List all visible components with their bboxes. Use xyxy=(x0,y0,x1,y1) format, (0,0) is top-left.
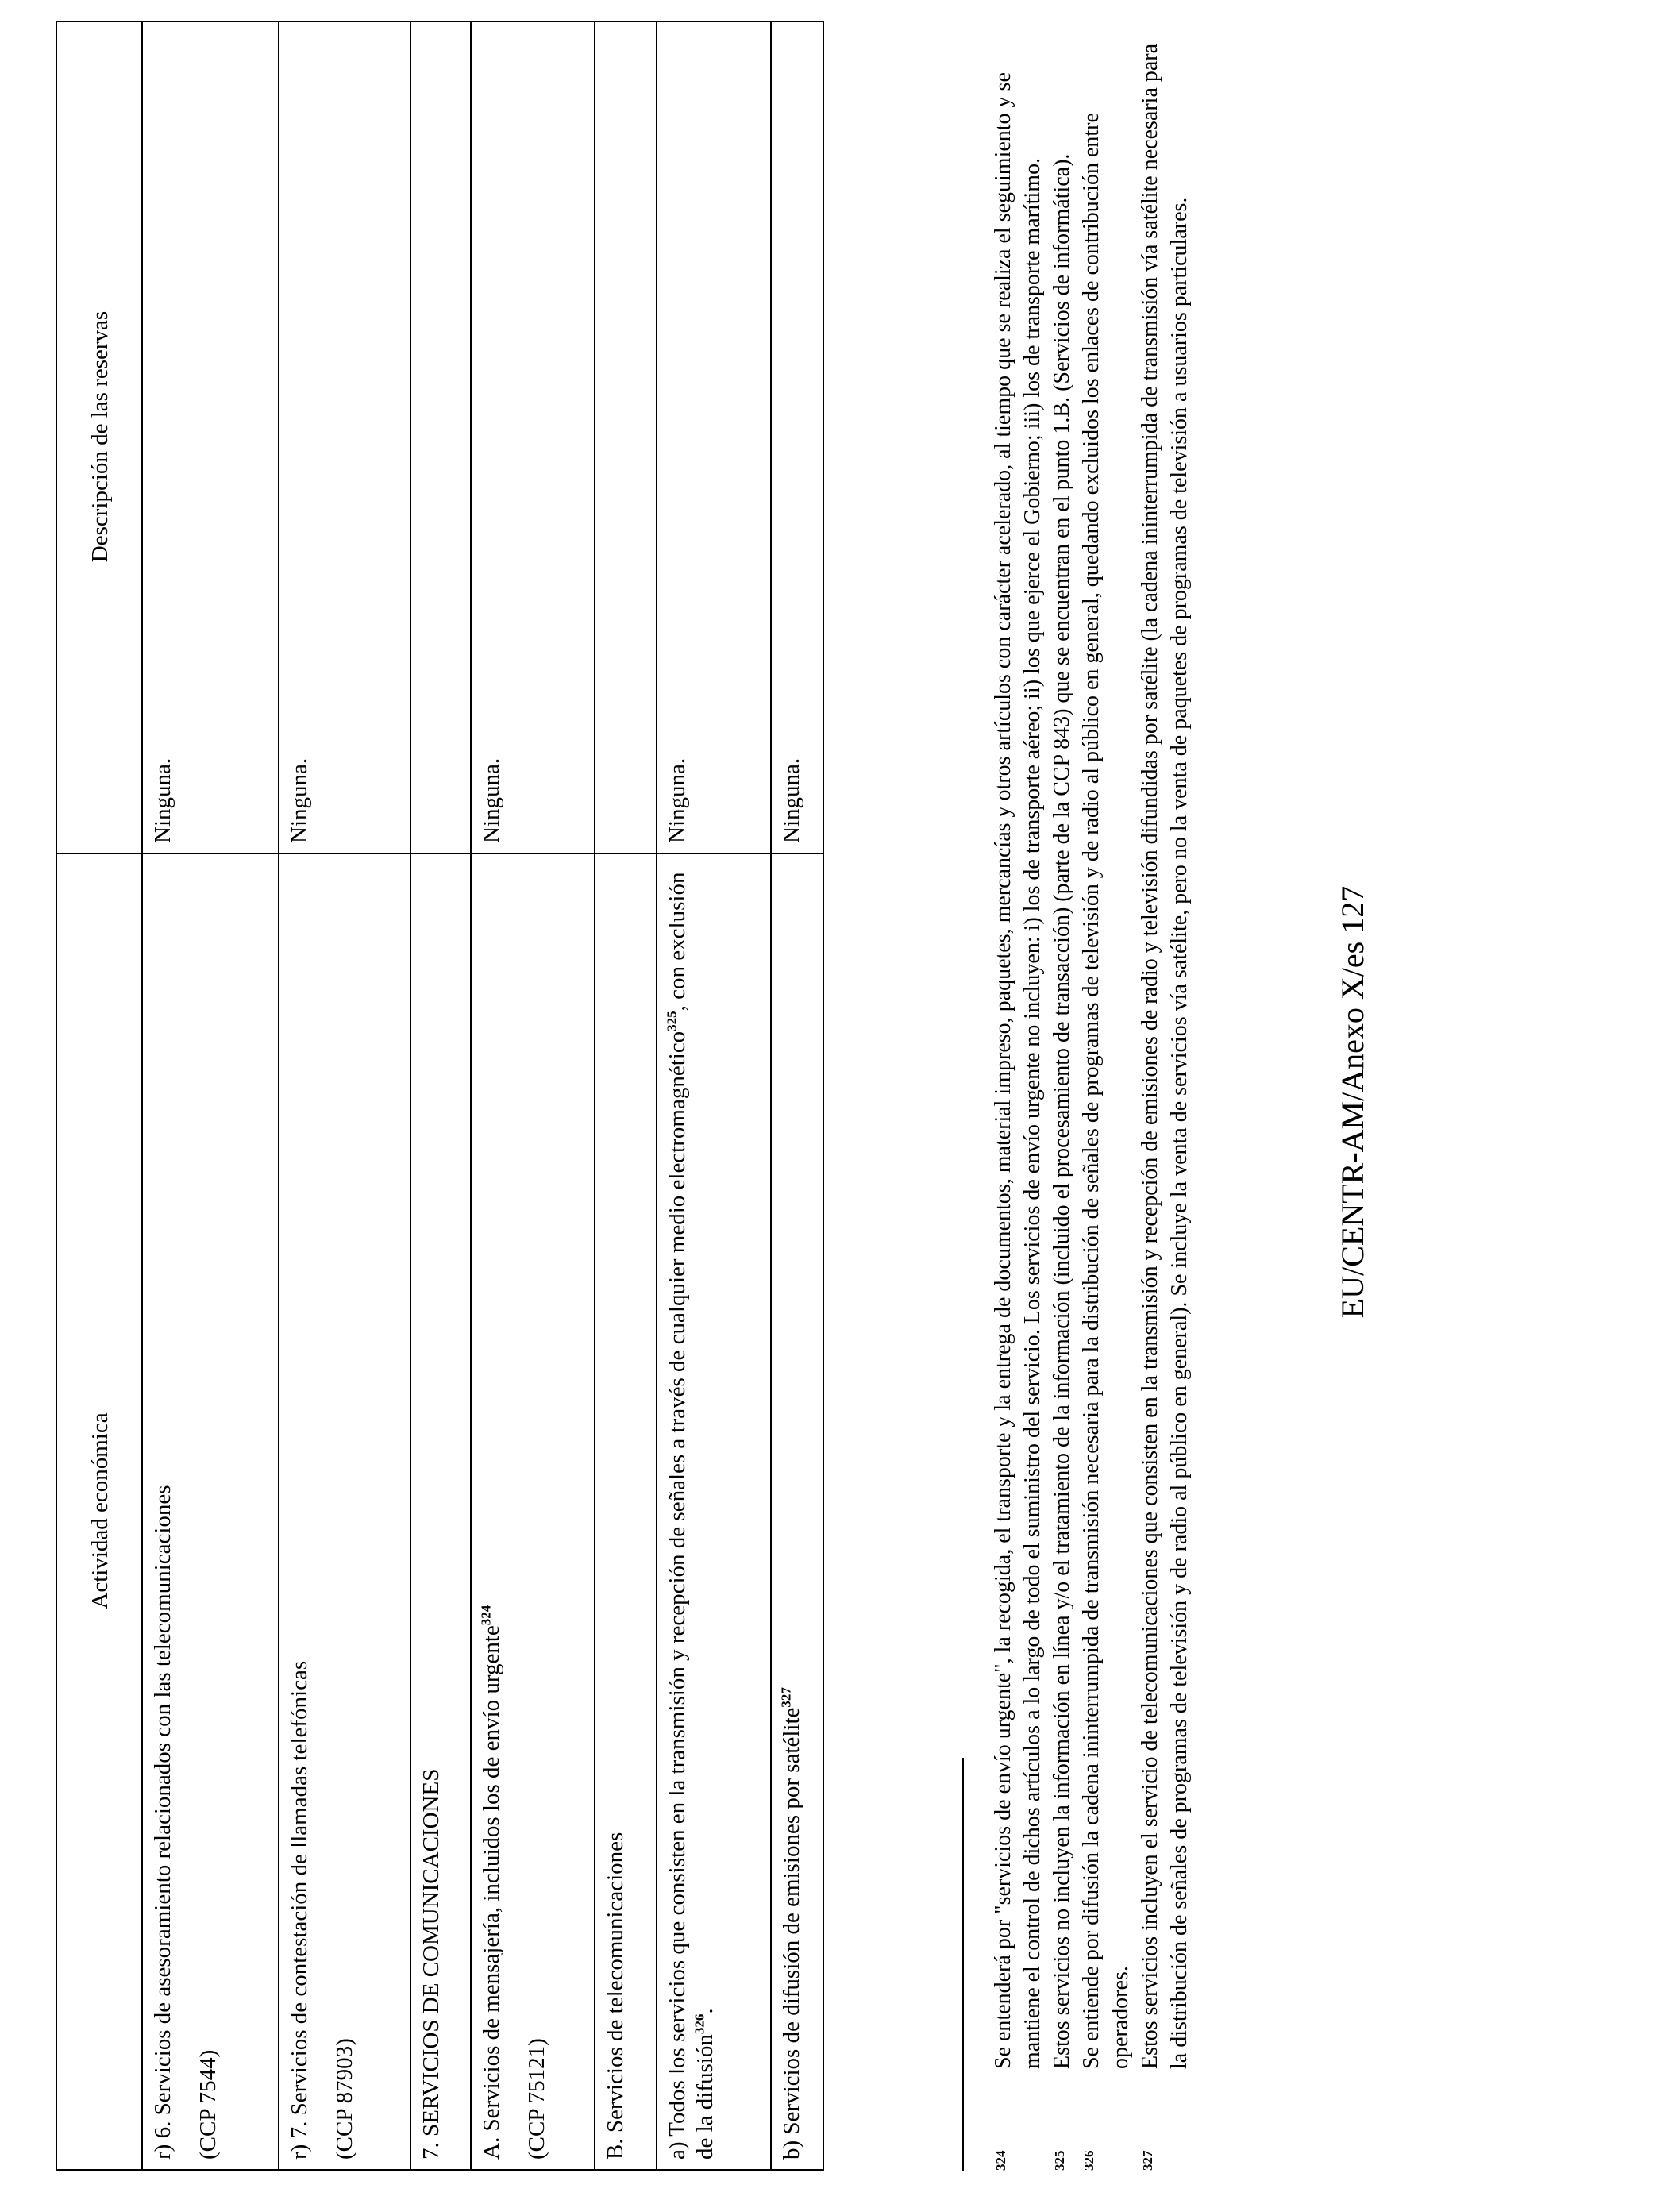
table-row xyxy=(471,21,595,2170)
activity-label: b) Servicios de difusión de emisiones por satélite xyxy=(779,1707,804,2160)
table-header-row xyxy=(56,21,142,2170)
footnote-ref: 324 xyxy=(478,1605,494,1626)
footnote-text: Se entenderá por "servicios de envío urgente", la recogida, el transporte y la entrega de documentos, material impreso, paquetes, mercancías y otros artículos con carácter acelerado, al tiempo que se realiza el seguimiento y se mantiene el control de dichos artículos a lo largo de todo el suministro del servicio. Los servicios de envío urgente no incluyen: i) los de transporte aéreo; ii) los que ejerce el Gobierno; iii) los de transporte marítimo. xyxy=(991,72,1045,2069)
activity-cell xyxy=(142,853,279,2170)
reservation-cell: Ninguna. xyxy=(771,21,823,853)
activity-cell xyxy=(279,853,410,2170)
footnote-number: 325 xyxy=(1051,2150,1067,2171)
reservation-cell: Ninguna. xyxy=(142,21,279,853)
activity-label: a) Todos los servicios que consisten en la transmisión y recepción de señales a través de cualquier medio electromagnético xyxy=(665,1031,690,2160)
footnote-ref: 327 xyxy=(778,1687,794,1708)
table-row xyxy=(279,21,410,2170)
activity-text: r) 7. Servicios de contestación de llamadas telefónicas xyxy=(287,1660,312,2160)
footnote-number: 327 xyxy=(1139,2150,1155,2171)
reservation-cell: Ninguna. xyxy=(471,21,595,853)
section-title: 7. SERVICIOS DE COMUNICACIONES xyxy=(410,853,471,2170)
activity-cell xyxy=(471,853,595,2170)
empty-cell xyxy=(595,21,657,853)
reservations-table xyxy=(56,21,824,2171)
activity-text xyxy=(478,862,506,2160)
header-reservations: Descripción de las reservas xyxy=(56,21,142,853)
activity-cell xyxy=(657,853,771,2170)
footnote-item xyxy=(1048,22,1077,2171)
footnote-number: 326 xyxy=(1081,2150,1096,2171)
footnote-text: Estos servicios incluyen el servicio de telecomunicaciones que consisten en la transmisión y recepción de emisiones de radio y televisión difundidas por satélite (la cadena ininterrumpida de transmisión vía satélite necesaria para la distribución de señales de programas de televisión y de radio al público en general). Se incluye la venta de servicios vía satélite, pero no la venta de paquetes de programas de televisión a usuarios particulares. xyxy=(1137,43,1192,2069)
table-row xyxy=(142,21,279,2170)
reservation-cell: Ninguna. xyxy=(279,21,410,853)
activity-label: , con exclusión de la difusión xyxy=(665,872,718,2160)
activity-label: . xyxy=(692,2008,718,2014)
footnote-separator xyxy=(962,1758,964,2171)
activity-cell: B. Servicios de telecomunicaciones xyxy=(595,853,657,2170)
footnote-number: 324 xyxy=(993,2150,1008,2171)
page-footer-reference: EU/CENTR-AM/Anexo X/es 127 xyxy=(1335,885,1370,1319)
reservation-cell: Ninguna. xyxy=(657,21,771,853)
table-row xyxy=(771,21,823,2170)
ccp-code: (CCP 75121) xyxy=(523,2038,549,2160)
footnote-ref: 325 xyxy=(664,1011,680,1031)
table-row xyxy=(657,21,771,2170)
activity-label: A. Servicios de mensajería, incluidos los de envío urgente xyxy=(479,1625,504,2160)
footnote-text: Se entiende por difusión la cadena ininterrumpida de transmisión necesaria para la distribución de señales de programas de televisión y de radio al público en general, quedando excluidos los enlaces de contribución entre operadores. xyxy=(1078,113,1133,2069)
footnote-item xyxy=(1077,22,1136,2171)
header-activity: Actividad económica xyxy=(56,853,142,2170)
activity-cell xyxy=(771,853,823,2170)
activity-text: r) 6. Servicios de asesoramiento relacionados con las telecomunicaciones xyxy=(150,1485,175,2160)
footnotes xyxy=(989,22,1195,2171)
table-row xyxy=(595,21,657,2170)
ccp-code: (CCP 87903) xyxy=(331,2038,357,2160)
footnote-ref: 326 xyxy=(692,2013,707,2035)
footnote-item xyxy=(1136,22,1195,2171)
ccp-code: (CCP 7544) xyxy=(195,2049,221,2160)
section-row xyxy=(410,21,471,2170)
empty-cell xyxy=(410,21,471,853)
footnote-item xyxy=(989,22,1048,2171)
footnote-text: Estos servicios no incluyen la información en línea y/o el tratamiento de la información (incluido el procesamiento de transacción) (parte de la CCP 843) que se encuentran en el punto 1.B. (Servicios de informática). xyxy=(1049,153,1074,2069)
